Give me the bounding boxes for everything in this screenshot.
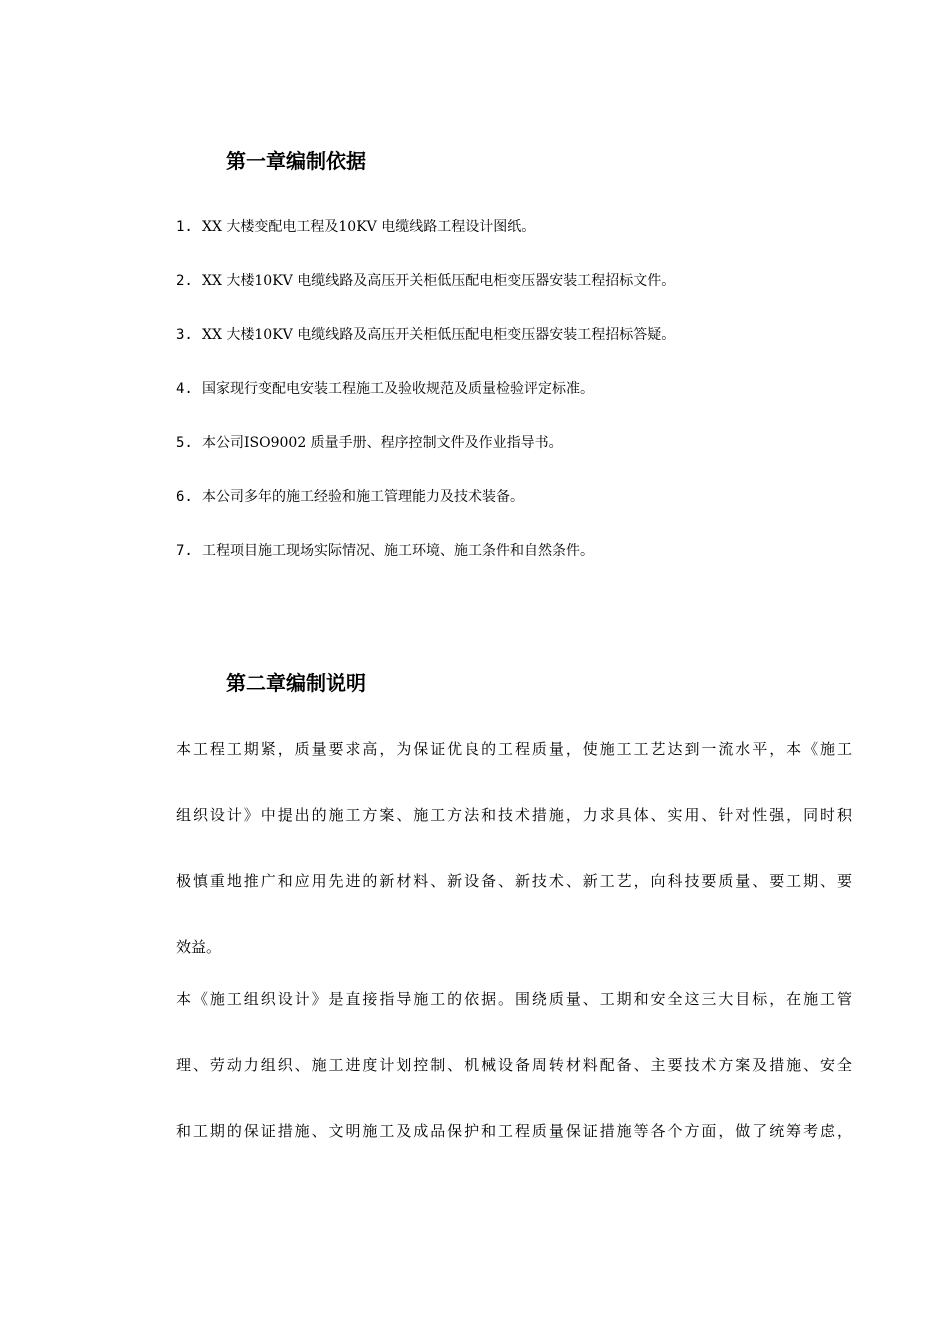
paragraph-line: 理、劳动力组织、施工进度计划控制、机械设备周转材料配备、主要技术方案及措施、安全	[176, 1056, 852, 1074]
paragraph-line: 极慎重地推广和应用先进的新材料、新设备、新技术、新工艺，向科技要质量、要工期、要	[176, 872, 852, 890]
paragraph-2	[176, 988, 852, 1186]
list-item	[176, 486, 675, 540]
item-text: 国家现行变配电安装工程施工及验收规范及质量检验评定标准。	[202, 381, 594, 397]
chapter2-heading: 第二章编制说明	[226, 671, 366, 695]
item-text: 本公司ISO9002 质量手册、程序控制文件及作业指导书。	[202, 435, 563, 451]
paragraph-line: 本《施工组织设计》是直接指导施工的依据。围绕质量、工期和安全这三大目标，在施工管	[176, 990, 852, 1008]
paragraph-1	[176, 738, 852, 988]
item-text: XX 大楼10KV 电缆线路及高压开关柜低压配电柜变压器安装工程招标答疑。	[202, 327, 676, 343]
list-item	[176, 540, 675, 594]
list-item	[176, 378, 675, 432]
list-item	[176, 216, 675, 270]
item-text: XX 大楼10KV 电缆线路及高压开关柜低压配电柜变压器安装工程招标文件。	[202, 273, 676, 289]
item-number: 5.	[176, 435, 193, 451]
item-number: 2.	[176, 273, 193, 289]
list-item	[176, 432, 675, 486]
item-number: 3.	[176, 327, 193, 343]
item-number: 7.	[176, 543, 193, 559]
chapter1-heading: 第一章编制依据	[226, 149, 366, 173]
paragraph-line: 和工期的保证措施、文明施工及成品保护和工程质量保证措施等各个方面，做了统筹考虑，	[176, 1122, 852, 1140]
item-number: 4.	[176, 381, 193, 397]
paragraph-line: 本工程工期紧，质量要求高，为保证优良的工程质量，使施工工艺达到一流水平，本《施工	[176, 740, 852, 758]
list-item	[176, 270, 675, 324]
item-text: 本公司多年的施工经验和施工管理能力及技术装备。	[202, 489, 524, 505]
list-item	[176, 324, 675, 378]
item-number: 1.	[176, 219, 193, 235]
basis-list	[176, 216, 675, 594]
item-number: 6.	[176, 489, 193, 505]
paragraph-line: 组织设计》中提出的施工方案、施工方法和技术措施，力求具体、实用、针对性强，同时积	[176, 806, 852, 824]
paragraph-line: 效益。	[176, 938, 222, 956]
item-text: 工程项目施工现场实际情况、施工环境、施工条件和自然条件。	[202, 543, 594, 559]
item-text: XX 大楼变配电工程及10KV 电缆线路工程设计图纸。	[202, 219, 536, 235]
